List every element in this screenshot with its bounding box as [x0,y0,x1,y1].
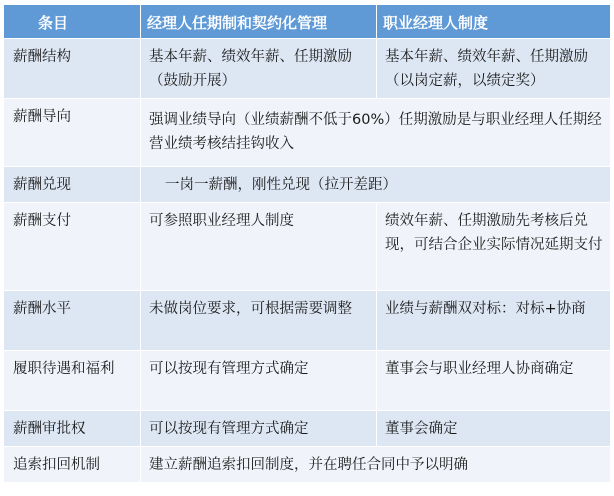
table-row [4,39,611,99]
professional-cell: 业绩与薪酬双对标：对标+协商 [377,291,611,351]
column-header-item: 条目 [4,5,141,39]
tenure-cell: 基本年薪、绩效年薪、任期激励（鼓励开展） [141,39,377,99]
table-row [4,203,611,291]
row-label: 薪酬导向 [4,99,141,167]
tenure-cell: 可以按现有管理方式确定 [141,351,377,411]
merged-cell: 一岗一薪酬，刚性兑现（拉开差距） [141,167,611,203]
row-label: 薪酬审批权 [4,411,141,447]
professional-cell: 董事会确定 [377,411,611,447]
tenure-cell: 未做岗位要求，可根据需要调整 [141,291,377,351]
row-label: 薪酬结构 [4,39,141,99]
table-row [4,99,611,167]
row-label: 履职待遇和福利 [4,351,141,411]
row-label: 薪酬支付 [4,203,141,291]
professional-cell: 基本年薪、绩效年薪、任期激励（以岗定薪，以绩定奖） [377,39,611,99]
column-header-professional-manager: 职业经理人制度 [377,5,611,39]
table-row [4,351,611,411]
row-label: 薪酬水平 [4,291,141,351]
row-label: 薪酬兑现 [4,167,141,203]
table-row [4,447,611,483]
table-header-row [4,5,611,39]
column-header-tenure-contract: 经理人任期制和契约化管理 [141,5,377,39]
table-row [4,167,611,203]
table-row [4,411,611,447]
tenure-cell: 可以按现有管理方式确定 [141,411,377,447]
row-label: 追索扣回机制 [4,447,141,483]
professional-cell: 绩效年薪、任期激励先考核后兑现，可结合企业实际情况延期支付 [377,203,611,291]
merged-cell: 建立薪酬追索扣回制度，并在聘任合同中予以明确 [141,447,611,483]
professional-cell: 董事会与职业经理人协商确定 [377,351,611,411]
merged-cell: 强调业绩导向（业绩薪酬不低于60%）任期激励是与职业经理人任期经营业绩考核结挂钩收入 [141,99,611,167]
table-row [4,291,611,351]
comparison-table [3,4,611,483]
tenure-cell: 可参照职业经理人制度 [141,203,377,291]
